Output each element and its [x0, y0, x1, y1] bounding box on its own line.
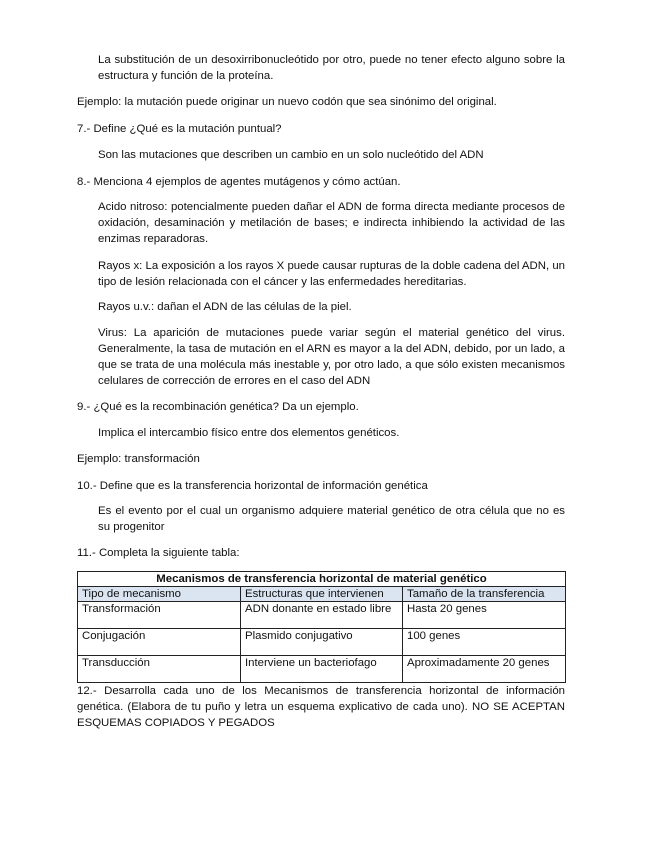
- table-cell: Interviene un bacteriofago: [241, 656, 403, 683]
- column-header: Tamaño de la transferencia: [403, 587, 566, 602]
- table-cell: ADN donante en estado libre: [241, 602, 403, 629]
- answer-8-virus: Virus: La aparición de mutaciones puede variar según el material genético del virus. Generalmente, la tasa de mutación en el ARN es mayor a la del ADN, debido, por un lado, a que se trata de una molécula más inestable y, por otro lado, a que sólo existen mecanismos celulares de corrección de errores en el caso del ADN: [98, 327, 565, 387]
- table-row: [78, 602, 566, 629]
- example-9: Ejemplo: transformación: [77, 453, 200, 465]
- question-10: 10.- Define que es la transferencia horizontal de información genética: [77, 480, 428, 492]
- question-7: 7.- Define ¿Qué es la mutación puntual?: [77, 123, 282, 135]
- answer-9: Implica el intercambio físico entre dos elementos genéticos.: [98, 427, 400, 439]
- table-row: [78, 629, 566, 656]
- question-12: 12.- Desarrolla cada uno de los Mecanismos de transferencia horizontal de información genética. (Elabora de tu puño y letra un esquema explicativo de cada uno). NO SE ACEPTAN ESQUEMAS COPIADOS Y PEGADOS: [77, 685, 565, 729]
- table-header-row: [78, 587, 566, 602]
- table-cell: Plasmido conjugativo: [241, 629, 403, 656]
- table-cell: Aproximadamente 20 genes: [403, 656, 566, 683]
- paragraph-example-codon: Ejemplo: la mutación puede originar un nuevo codón que sea sinónimo del original.: [77, 96, 497, 108]
- question-9: 9.- ¿Qué es la recombinación genética? Da un ejemplo.: [77, 401, 359, 413]
- table-cell: 100 genes: [403, 629, 566, 656]
- table-cell: Transducción: [78, 656, 241, 683]
- table-row: [78, 656, 566, 683]
- table-title: Mecanismos de transferencia horizontal de material genético: [78, 572, 566, 587]
- answer-8-nitrous-acid: Acido nitroso: potencialmente pueden dañar el ADN de forma directa mediante procesos de oxidación, desaminación y metilación de bases; e indirecta inhibiendo la actividad de las enzimas reparadoras.: [98, 201, 565, 245]
- mechanisms-table: [77, 571, 566, 683]
- table-cell: Conjugación: [78, 629, 241, 656]
- table-cell: Hasta 20 genes: [403, 602, 566, 629]
- column-header: Estructuras que intervienen: [241, 587, 403, 602]
- column-header: Tipo de mecanismo: [78, 587, 241, 602]
- answer-10: Es el evento por el cual un organismo adquiere material genético de otra célula que no es su progenitor: [98, 505, 565, 533]
- question-8: 8.- Menciona 4 ejemplos de agentes mutágenos y cómo actúan.: [77, 176, 401, 188]
- table-cell: Transformación: [78, 602, 241, 629]
- question-11: 11.- Completa la siguiente tabla:: [77, 547, 240, 559]
- answer-8-uv-rays: Rayos u.v.: dañan el ADN de las células de la piel.: [98, 301, 352, 313]
- paragraph-substitution: La substitución de un desoxirribonucleótido por otro, puede no tener efecto alguno sobre la estructura y función de la proteína.: [98, 54, 565, 82]
- answer-8-x-rays: Rayos x: La exposición a los rayos X puede causar rupturas de la doble cadena del ADN, un tipo de lesión relacionada con el cáncer y las enfermedades hereditarias.: [98, 260, 565, 288]
- answer-7: Son las mutaciones que describen un cambio en un solo nucleótido del ADN: [98, 149, 484, 161]
